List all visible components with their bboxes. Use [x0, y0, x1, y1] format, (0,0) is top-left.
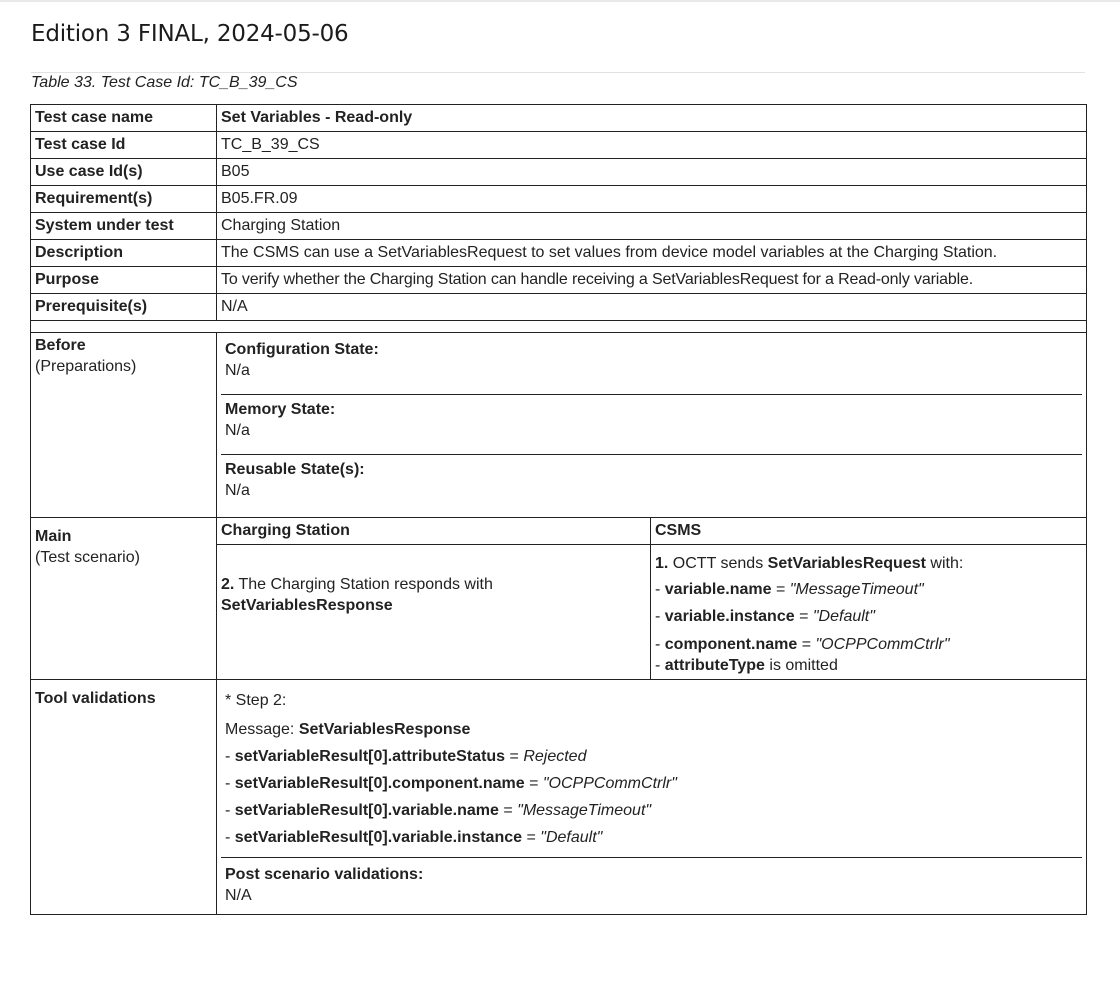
configuration-state-title: Configuration State:	[225, 341, 379, 358]
post-scenario-block	[221, 858, 1082, 911]
row-purpose	[31, 267, 1087, 294]
column-charging-station: Charging Station	[217, 518, 651, 545]
configuration-state-value: N/a	[225, 362, 250, 379]
reusable-state	[221, 455, 1082, 514]
row-tool-validations	[31, 680, 1087, 915]
csms-step-line	[655, 551, 1082, 576]
label-use-case-id: Use case Id(s)	[31, 159, 217, 186]
value-use-case-id: B05	[217, 159, 1087, 186]
value-test-case-name: Set Variables - Read-only	[217, 105, 1087, 132]
label-test-case-name: Test case name	[31, 105, 217, 132]
memory-state-title: Memory State:	[225, 401, 336, 418]
csms-step-with: with:	[925, 555, 964, 572]
post-scenario-value: N/A	[225, 887, 252, 904]
row-system-under-test	[31, 213, 1087, 240]
tool-step-block	[221, 682, 1082, 858]
tool-field-component-name: - setVariableResult[0].component.name = "OCPPCommCtrlr"	[225, 775, 677, 792]
tool-message-line: Message: SetVariablesResponse	[225, 721, 471, 738]
column-csms: CSMS	[651, 518, 1087, 545]
label-tool-validations: Tool validations	[31, 680, 217, 915]
configuration-state	[221, 335, 1082, 395]
row-before	[31, 333, 1087, 518]
tool-field-variable-instance: - setVariableResult[0].variable.instance = "Default"	[225, 829, 603, 846]
row-requirements	[31, 186, 1087, 213]
value-description: The CSMS can use a SetVariablesRequest to set values from device model variables at the Charging Station.	[217, 240, 1087, 267]
csms-step-cell	[651, 545, 1087, 680]
csms-field-variable-instance: - variable.instance = "Default"	[655, 608, 875, 625]
tool-message-name: SetVariablesResponse	[298, 721, 471, 738]
value-system-under-test: Charging Station	[217, 213, 1087, 240]
tool-field-attribute-status: - setVariableResult[0].attributeStatus = Rejected	[225, 748, 587, 765]
row-use-case-id	[31, 159, 1087, 186]
top-border	[0, 0, 1120, 2]
csms-step-number: 1.	[655, 555, 669, 572]
csms-step-text: OCTT sends	[668, 555, 768, 572]
cs-step-cell	[217, 545, 651, 680]
csms-field-variable-name: - variable.name = "MessageTimeout"	[655, 581, 924, 598]
csms-field-attribute-type: - attributeType is omitted	[655, 657, 838, 674]
row-test-case-id	[31, 132, 1087, 159]
test-case-table	[30, 104, 1087, 915]
memory-state-value: N/a	[225, 422, 250, 439]
row-description	[31, 240, 1087, 267]
edition-heading: Edition 3 FINAL, 2024-05-06	[31, 21, 349, 47]
spacer-row	[31, 321, 1087, 333]
csms-step-message: SetVariablesRequest	[767, 555, 926, 572]
memory-state	[221, 395, 1082, 455]
value-purpose: To verify whether the Charging Station can handle receiving a SetVariablesRequest for a Read-only variable.	[217, 267, 1087, 294]
table-caption: Table 33. Test Case Id: TC_B_39_CS	[31, 74, 298, 91]
tool-validations-content	[217, 680, 1087, 915]
label-purpose: Purpose	[31, 267, 217, 294]
heading-separator	[31, 72, 1085, 73]
label-system-under-test: System under test	[31, 213, 217, 240]
main-subtitle: (Test scenario)	[35, 549, 140, 566]
label-test-case-id: Test case Id	[31, 132, 217, 159]
value-test-case-id: TC_B_39_CS	[217, 132, 1087, 159]
row-main-header	[31, 518, 1087, 545]
reusable-state-title: Reusable State(s):	[225, 461, 365, 478]
label-before	[31, 333, 217, 518]
main-title: Main	[35, 528, 72, 545]
before-title: Before	[35, 337, 86, 354]
value-prerequisites: N/A	[217, 294, 1087, 321]
label-main	[31, 518, 217, 680]
row-test-case-name	[31, 105, 1087, 132]
cs-step-message: SetVariablesResponse	[221, 597, 393, 614]
before-subtitle: (Preparations)	[35, 358, 137, 375]
row-prerequisites	[31, 294, 1087, 321]
reusable-state-value: N/a	[225, 482, 250, 499]
post-scenario-title: Post scenario validations:	[225, 866, 424, 883]
label-requirements: Requirement(s)	[31, 186, 217, 213]
label-prerequisites: Prerequisite(s)	[31, 294, 217, 321]
csms-field-component-name: - component.name = "OCPPCommCtrlr"	[655, 636, 950, 653]
tool-step-label: * Step 2:	[225, 692, 287, 709]
cs-step-text: The Charging Station responds with	[234, 576, 493, 593]
cs-step-number: 2.	[221, 576, 235, 593]
cs-step-line	[221, 574, 646, 595]
tool-field-variable-name: - setVariableResult[0].variable.name = "MessageTimeout"	[225, 802, 652, 819]
before-states	[217, 333, 1087, 518]
label-description: Description	[31, 240, 217, 267]
value-requirements: B05.FR.09	[217, 186, 1087, 213]
